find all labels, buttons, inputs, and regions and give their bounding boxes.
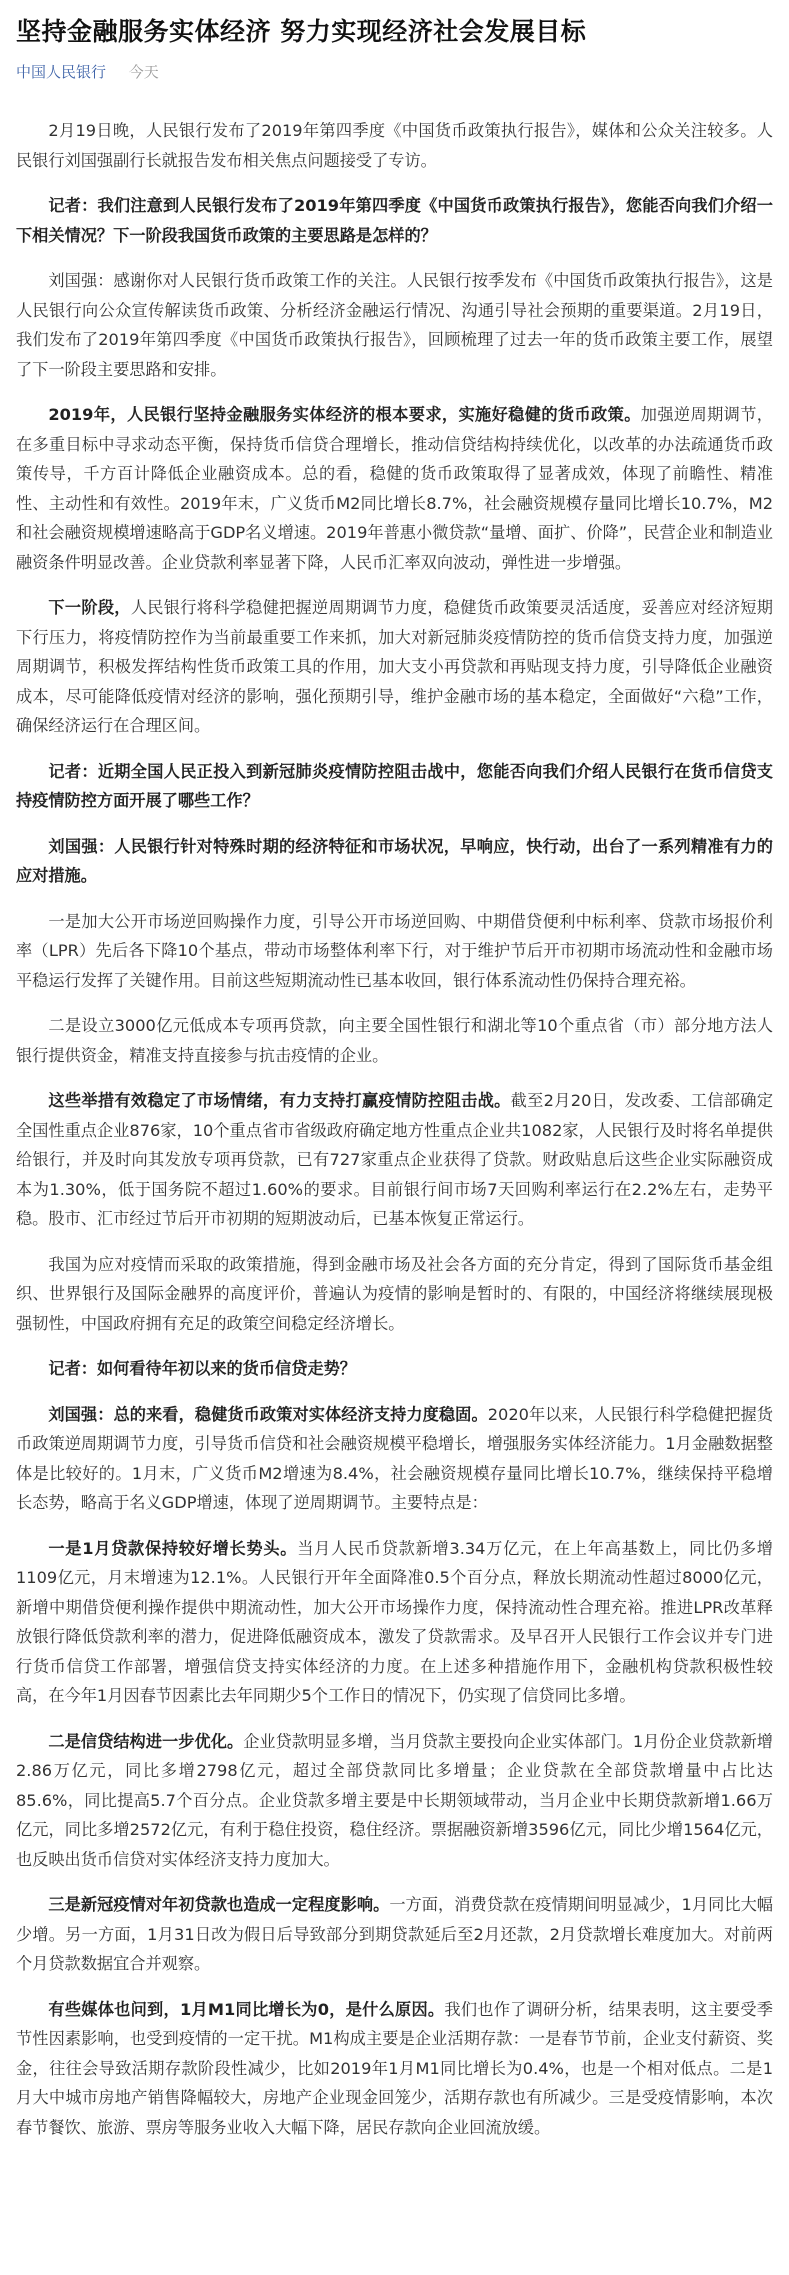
body-paragraph (16, 116, 773, 175)
paragraph-text: 我们也作了调研分析，结果表明，这主要受季节性因素影响，也受到疫情的一定干扰。M1构成主要是企业活期存款：一是春节节前，企业支付薪资、奖金，往往会导致活期存款阶段性减少，比如2019年1月M1同比增长为0.4%，也是一个相对低点。二是1月大中城市房地产销售降幅较大，房地产企业现金回笼少，活期存款也有所减少。三是受疫情影响，本次春节餐饮、旅游、票房等服务业收入大幅下降，居民存款向企业回流放缓。 (16, 1999, 773, 2137)
paragraph-text: 二是设立3000亿元低成本专项再贷款，向主要全国性银行和湖北等10个重点省（市）部分地方法人银行提供资金，精准支持直接参与抗击疫情的企业。 (16, 1016, 773, 1065)
article-time: 今天 (128, 63, 159, 81)
body-paragraph (16, 1995, 773, 2143)
paragraph-text: 人民银行将科学稳健把握逆周期调节力度，稳健货币政策要灵活适度，妥善应对经济短期下行压力，将疫情防控作为当前最重要工作来抓，加大对新冠肺炎疫情防控的货币信贷支持力度，加强逆周期调节，积极发挥结构性货币政策工具的作用，加大支小再贷款和再贴现支持力度，引导降低企业融资成本，尽可能降低疫情对经济的影响，强化预期引导，维护金融市场的基本稳定，全面做好“六稳”工作，确保经济运行在合理区间。 (16, 598, 773, 735)
paragraph-text: 企业贷款明显多增，当月贷款主要投向企业实体部门。1月份企业贷款新增2.86万亿元，同比多增2798亿元，超过全部贷款同比多增量；企业贷款在全部贷款增量中占比达85.6%，同比提高5.7个百分点。企业贷款多增主要是中长期领域带动，当月企业中长期贷款新增1.66万亿元，同比多增2572亿元，有利于稳住投资，稳住经济。票据融资新增3596亿元，同比少增1564亿元，也反映出货币信贷对实体经济支持力度加大。 (16, 1731, 773, 1869)
paragraph-text: 2月19日晚，人民银行发布了2019年第四季度《中国货币政策执行报告》，媒体和公众关注较多。人民银行刘国强副行长就报告发布相关焦点问题接受了专访。 (16, 121, 773, 170)
body-paragraph (16, 907, 773, 996)
paragraph-text: 记者：我们注意到人民银行发布了2019年第四季度《中国货币政策执行报告》，您能否向我们介绍一下相关情况？下一阶段我国货币政策的主要思路是怎样的？ (16, 196, 773, 245)
body-paragraph (16, 832, 773, 891)
paragraph-lead: 下一阶段， (48, 598, 131, 617)
paragraph-text: 截至2月20日，发改委、工信部确定全国性重点企业876家，10个重点省市省级政府确定地方性重点企业共1082家，人民银行及时将名单提供给银行，并及时向其发放专项再贷款，已有727家重点企业获得了贷款。财政贴息后这些企业实际融资成本为1.30%，低于国务院不超过1.60%的要求。目前银行间市场7天回购利率运行在2.2%左右，走势平稳。股市、汇市经过节后开市初期的短期波动后，已基本恢复正常运行。 (16, 1091, 774, 1228)
article-meta (16, 62, 773, 82)
article-source-link[interactable]: 中国人民银行 (16, 63, 107, 81)
paragraph-lead: 这些举措有效稳定了市场情绪，有力支持打赢疫情防控阻击战。 (48, 1091, 511, 1110)
interview-question (16, 1354, 773, 1384)
body-paragraph (16, 1250, 773, 1339)
body-paragraph (16, 266, 773, 384)
paragraph-text: 刘国强：感谢你对人民银行货币政策工作的关注。人民银行按季发布《中国货币政策执行报告》，这是人民银行向公众宣传解读货币政策、分析经济金融运行情况、沟通引导社会预期的重要渠道。2月19日，我们发布了2019年第四季度《中国货币政策执行报告》，回顾梳理了过去一年的货币政策主要工作，展望了下一阶段主要思路和安排。 (16, 271, 773, 379)
interview-question (16, 757, 773, 816)
article-body (16, 116, 773, 2142)
body-paragraph (16, 1086, 773, 1234)
paragraph-lead: 二是信贷结构进一步优化。 (48, 1731, 244, 1751)
paragraph-lead: 2019年，人民银行坚持金融服务实体经济的根本要求，实施好稳健的货币政策。 (48, 405, 641, 424)
paragraph-text: 一是加大公开市场逆回购操作力度，引导公开市场逆回购、中期借贷便利中标利率、贷款市场报价利率（LPR）先后各下降10个基点，带动市场整体利率下行，对于维护节后开市初期市场流动性和金融市场平稳运行发挥了关键作用。目前这些短期流动性已基本收回，银行体系流动性仍保持合理充裕。 (16, 911, 773, 990)
body-paragraph (16, 1727, 773, 1875)
paragraph-text: 我国为应对疫情而采取的政策措施，得到金融市场及社会各方面的充分肯定，得到了国际货币基金组织、世界银行及国际金融界的高度评价，普遍认为疫情的影响是暂时的、有限的，中国经济将继续展现极强韧性，中国政府拥有充足的政策空间稳定经济增长。 (16, 1254, 773, 1333)
paragraph-text: 当月人民币贷款新增3.34万亿元，在上年高基数上，同比仍多增1109亿元，月末增速为12.1%。人民银行开年全面降准0.5个百分点，释放长期流动性超过8000亿元，新增中期借贷便利操作提供中期流动性，加大公开市场操作力度，保持流动性合理充裕。推进LPR改革释放银行降低贷款利率的潜力，促进降低融资成本，激发了贷款需求。及早召开人民银行工作会议并专门进行货币信贷工作部署，增强信贷支持实体经济的力度。在上述多种措施作用下，金融机构贷款积极性较高，在今年1月因春节因素比去年同期少5个工作日的情况下，仍实现了信贷同比多增。 (16, 1538, 773, 1705)
paragraph-lead: 有些媒体也问到，1月M1同比增长为0，是什么原因。 (48, 1999, 445, 2019)
body-paragraph (16, 1890, 773, 1979)
interview-question (16, 191, 773, 250)
paragraph-text: 记者：近期全国人民正投入到新冠肺炎疫情防控阻击战中，您能否向我们介绍人民银行在货币信贷支持疫情防控方面开展了哪些工作？ (16, 761, 773, 810)
paragraph-text: 记者：如何看待年初以来的货币信贷走势？ (48, 1359, 356, 1378)
paragraph-text: 2020年以来，人民银行科学稳健把握货币政策逆周期调节力度，引导货币信贷和社会融资规模平稳增长，增强服务实体经济能力。1月金融数据整体是比较好的。1月末，广义货币M2增速为8.4%，社会融资规模存量同比增长10.7%，继续保持平稳增长态势，略高于名义GDP增速，体现了逆周期调节。主要特点是： (16, 1404, 774, 1512)
article-title: 坚持金融服务实体经济 努力实现经济社会发展目标 (16, 17, 587, 46)
body-paragraph (16, 1400, 773, 1518)
body-paragraph (16, 1011, 773, 1070)
paragraph-text: 一方面，消费贷款在疫情期间明显减少，1月同比大幅少增。另一方面，1月31日改为假日后导致部分到期贷款延后至2月还款，2月贷款增长难度加大。对前两个月贷款数据宜合并观察。 (16, 1895, 773, 1973)
body-paragraph (16, 400, 773, 577)
paragraph-lead: 三是新冠疫情对年初贷款也造成一定程度影响。 (48, 1895, 390, 1914)
paragraph-lead: 刘国强：总的来看，稳健货币政策对实体经济支持力度稳固。 (48, 1404, 488, 1424)
body-paragraph (16, 1534, 773, 1711)
paragraph-lead: 刘国强：人民银行针对特殊时期的经济特征和市场状况，早响应，快行动，出台了一系列精准有力的应对措施。 (16, 836, 773, 885)
paragraph-lead: 一是1月贷款保持较好增长势头。 (48, 1538, 298, 1558)
paragraph-text: 加强逆周期调节，在多重目标中寻求动态平衡，保持货币信贷合理增长，推动信贷结构持续优化，以改革的办法疏通货币政策传导，千方百计降低企业融资成本。总的看，稳健的货币政策取得了显著成效，体现了前瞻性、精准性、主动性和有效性。2019年末，广义货币M2同比增长8.7%，社会融资规模存量同比增长10.7%，M2和社会融资规模增速略高于GDP名义增速。2019年普惠小微贷款“量增、面扩、价降”，民营企业和制造业融资条件明显改善。企业贷款利率显著下降，人民币汇率双向波动，弹性进一步增强。 (16, 405, 773, 572)
body-paragraph (16, 593, 773, 741)
